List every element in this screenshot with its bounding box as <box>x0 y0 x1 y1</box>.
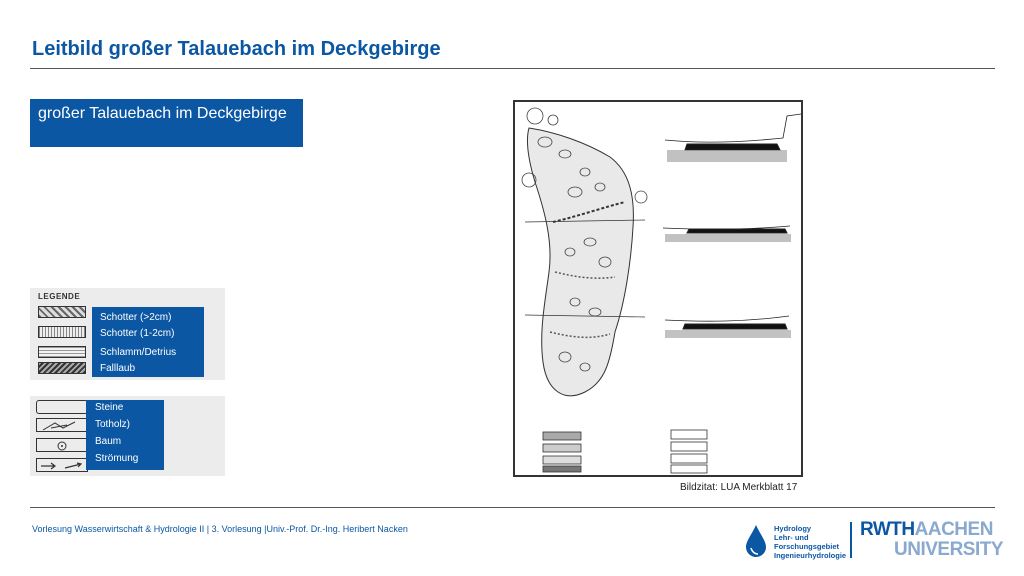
legend-labels-substrates <box>92 307 204 377</box>
footer-text: Vorlesung Wasserwirtschaft & Hydrologie II | 3. Vorlesung |Univ.-Prof. Dr.-Ing. Heribert Nacken <box>32 524 408 534</box>
hydrology-logo-text: Hydrology Lehr- und Forschungsgebiet Ingenieurhydrologie <box>774 524 847 560</box>
deadwood-icon <box>36 418 88 432</box>
legend-label-tree: Baum <box>95 436 122 447</box>
legend-label-flow: Strömung <box>95 453 139 464</box>
stream-map-figure <box>513 100 803 477</box>
logo-separator <box>850 522 852 558</box>
header-divider <box>30 68 995 69</box>
rwth-logo <box>860 519 1004 560</box>
image-credit: Bildzitat: LUA Merkblatt 17 <box>680 482 798 493</box>
water-drop-icon <box>745 524 767 558</box>
topic-box: großer Talauebach im Deckgebirge <box>30 99 303 147</box>
tree-icon <box>36 438 88 452</box>
legend-label-leaf-litter: Falllaub <box>100 363 136 374</box>
footer-divider <box>30 507 995 508</box>
stones-icon <box>36 400 88 414</box>
swatch-mud <box>38 346 86 358</box>
rwth-logo-line1: RWTHAACHEN <box>860 519 993 540</box>
flow-arrow-icon <box>36 458 88 472</box>
legend-scan-title: LEGENDE <box>38 292 81 301</box>
swatch-coarse-gravel <box>38 306 86 318</box>
legend-label-fine-gravel: Schotter (1-2cm) <box>100 328 175 339</box>
legend-labels-symbols <box>86 400 164 470</box>
rwth-logo-line2: UNIVERSITY <box>894 539 1004 560</box>
legend-label-deadwood: Totholz) <box>95 419 131 430</box>
swatch-leaf-litter <box>38 362 86 374</box>
hydrology-logo <box>745 520 845 560</box>
legend-label-stones: Steine <box>95 402 124 413</box>
legend-label-coarse-gravel: Schotter (>2cm) <box>100 312 172 323</box>
swatch-fine-gravel <box>38 326 86 338</box>
slide-title: Leitbild großer Talauebach im Deckgebirge <box>32 38 441 60</box>
legend-label-mud: Schlamm/Detrius <box>100 347 177 358</box>
